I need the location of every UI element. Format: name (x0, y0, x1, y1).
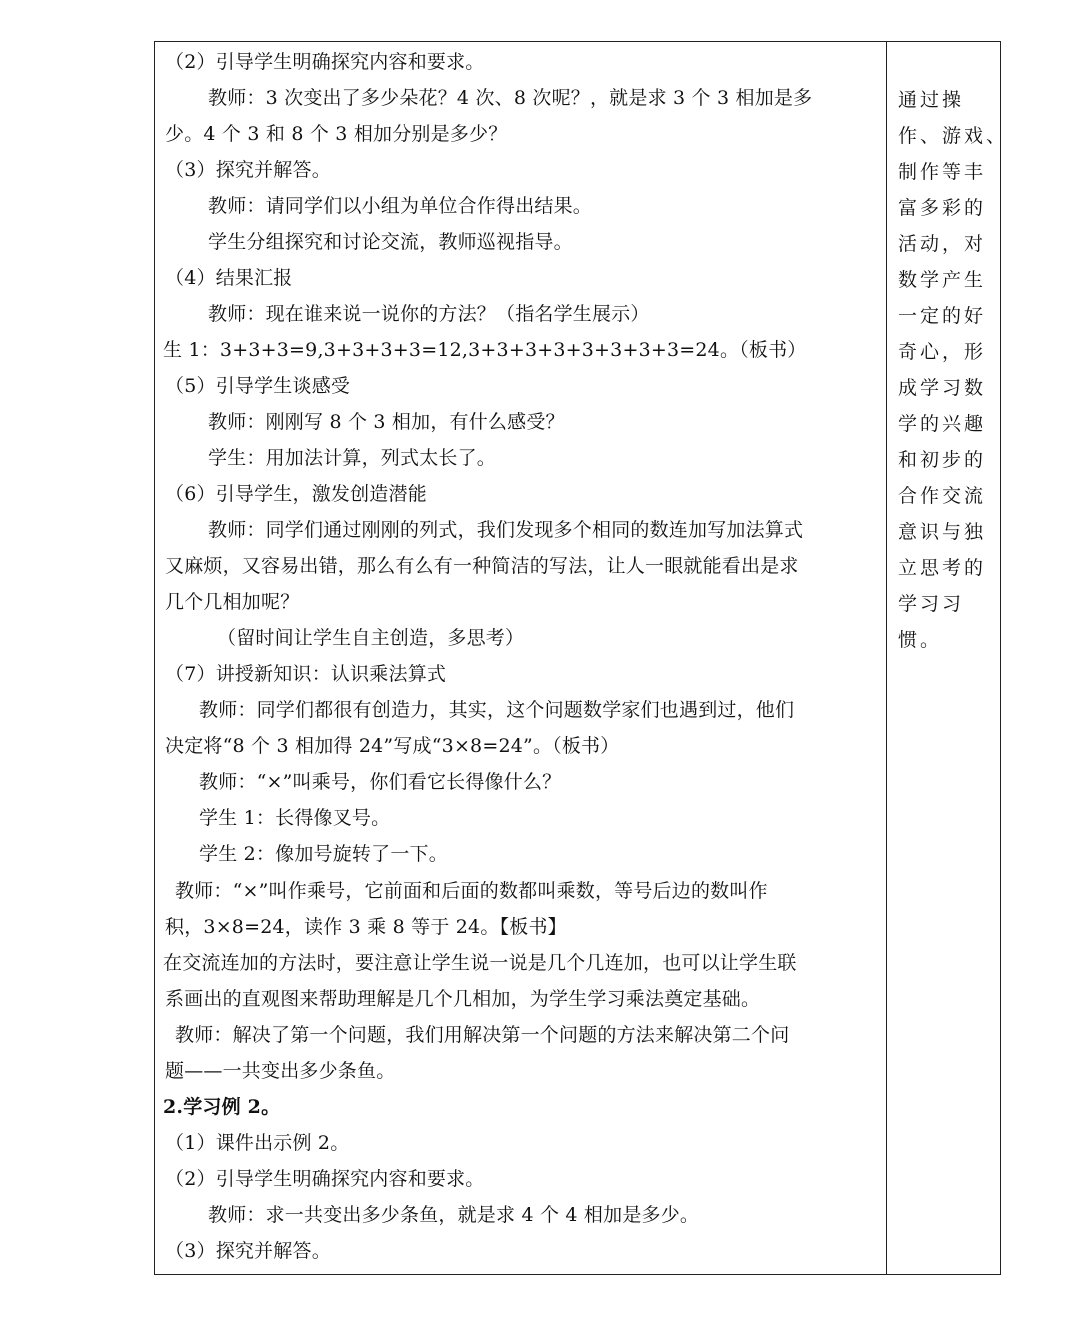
text-line: 积，3×8=24，读作 3 乘 8 等于 24。【板书】 (165, 916, 567, 938)
text-line: （1）课件出示例 2。 (165, 1132, 350, 1154)
text-line: 教师：同学们都很有创造力，其实，这个问题数学家们也遇到过，他们 (199, 699, 795, 721)
side-note-line: 一定的好 (898, 305, 987, 327)
text-line: 在交流连加的方法时，要注意让学生说一说是几个几连加，也可以让学生联 (163, 952, 797, 974)
text-line: 生 1：3+3+3=9,3+3+3+3=12,3+3+3+3+3+3+3+3=24。（板书） (163, 339, 807, 361)
text-line: 教师：“×”叫作乘号，它前面和后面的数都叫乘数，等号后边的数叫作 (175, 880, 768, 902)
side-note-line: 成学习数 (898, 377, 987, 399)
side-note-line: 富多彩的 (898, 197, 987, 219)
teaching-process-column (155, 42, 886, 1274)
text-line: 学生 2：像加号旋转了一下。 (199, 843, 448, 865)
text-line: （4）结果汇报 (165, 267, 293, 289)
side-note-line: 奇心，形 (898, 341, 987, 363)
side-note-line: 作、游戏、 (898, 125, 1009, 147)
side-note-line: 意识与独 (898, 521, 987, 543)
text-line: （7）讲授新知识：认识乘法算式 (165, 663, 447, 685)
text-line: 教师：求一共变出多少条鱼，就是求 4 个 4 相加是多少。 (208, 1204, 700, 1226)
side-note-line: 和初步的 (898, 449, 987, 471)
text-line: 又麻烦，又容易出错，那么有么有一种简洁的写法，让人一眼就能看出是求 (165, 555, 799, 577)
text-line: 教师：解决了第一个问题，我们用解决第一个问题的方法来解决第二个问 (175, 1024, 790, 1046)
side-note-line: 惯。 (898, 629, 943, 651)
text-line: （3）探究并解答。 (165, 159, 331, 181)
text-line: 教师：“×”叫乘号，你们看它长得像什么？ (199, 771, 562, 793)
design-intent-column (888, 42, 1009, 1274)
text-line: 学生：用加法计算，列式太长了。 (208, 447, 497, 469)
text-line: 几个几相加呢？ (165, 591, 300, 613)
text-line: 教师：现在谁来说一说你的方法？（指名学生展示） (208, 303, 650, 325)
section-heading: 2.学习例 2。 (163, 1096, 281, 1118)
text-line: （3）探究并解答。 (165, 1240, 331, 1262)
text-line: 题——一共变出多少条鱼。 (165, 1060, 396, 1082)
side-note-line: 活动，对 (898, 233, 987, 255)
column-divider (886, 42, 887, 1274)
side-note-line: 学的兴趣 (898, 413, 987, 435)
text-line: 系画出的直观图来帮助理解是几个几相加，为学生学习乘法奠定基础。 (165, 988, 761, 1010)
side-note-line: 合作交流 (898, 485, 987, 507)
text-line: 教师：刚刚写 8 个 3 相加，有什么感受？ (208, 411, 565, 433)
text-line: （2）引导学生明确探究内容和要求。 (165, 1168, 485, 1190)
text-line: 学生 1：长得像叉号。 (199, 807, 391, 829)
side-note-line: 学习习 (898, 593, 965, 615)
text-line: 教师：请同学们以小组为单位合作得出结果。 (208, 195, 593, 217)
text-line: （5）引导学生谈感受 (165, 375, 351, 397)
text-line: 教师：同学们通过刚刚的列式，我们发现多个相同的数连加写加法算式 (208, 519, 804, 541)
text-line: （6）引导学生，激发创造潜能 (165, 483, 427, 505)
side-note-line: 制作等丰 (898, 161, 987, 183)
lesson-plan-table (154, 41, 1009, 1275)
text-line: （留时间让学生自主创造，多思考） (217, 627, 525, 649)
side-note-line: 立思考的 (898, 557, 987, 579)
side-note-line: 数学产生 (898, 269, 987, 291)
text-line: 少。4 个 3 和 8 个 3 相加分别是多少？ (165, 123, 508, 145)
text-line: 决定将“8 个 3 相加得 24”写成“3×8=24”。（板书） (165, 735, 620, 757)
side-note-line: 通过操 (898, 89, 965, 111)
text-line: （2）引导学生明确探究内容和要求。 (165, 51, 485, 73)
text-line: 学生分组探究和讨论交流，教师巡视指导。 (208, 231, 573, 253)
text-line: 教师：3 次变出了多少朵花？4 次、8 次呢？，就是求 3 个 3 相加是多 (208, 87, 813, 109)
